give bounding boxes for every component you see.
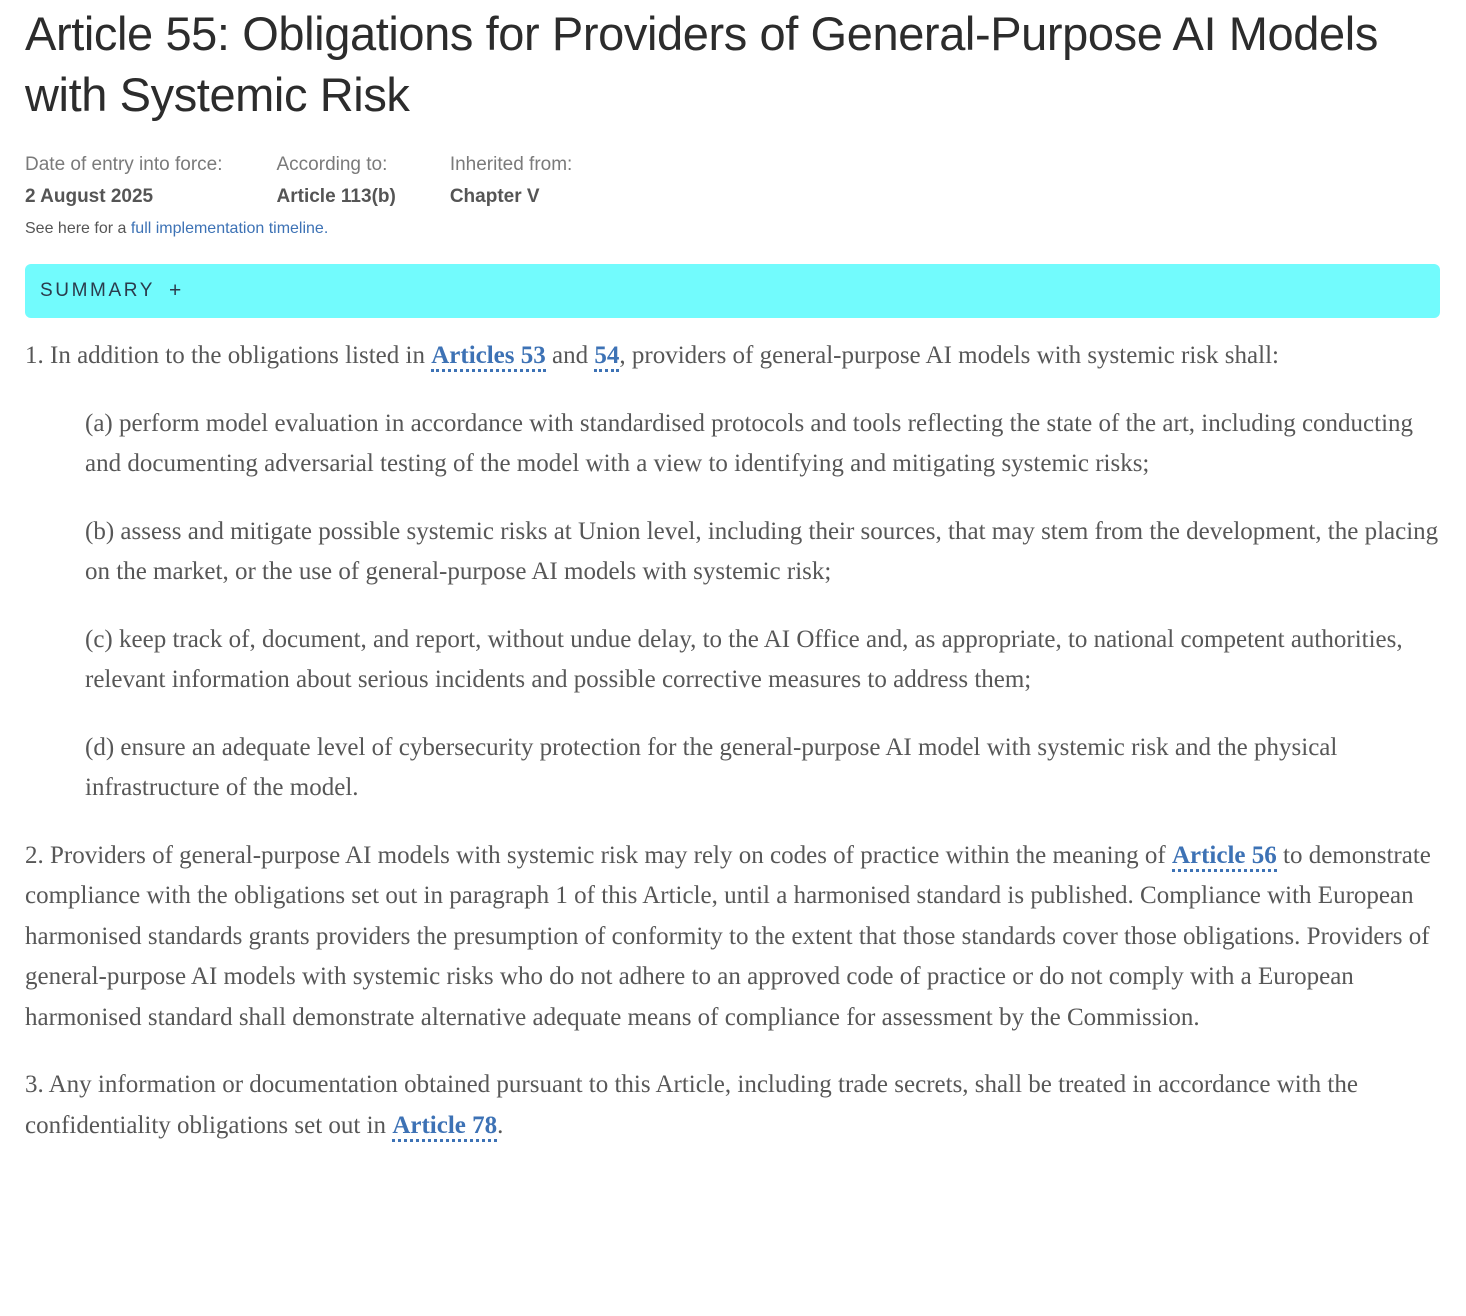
article-body	[25, 336, 1440, 1146]
paragraph-1-item-a: (a) perform model evaluation in accordance with standardised protocols and tools reflecting the state of the art, including conducting and documenting adversarial testing of the model with a view to identifying and mitigating systemic risks;	[85, 409, 1414, 477]
plus-icon: +	[168, 279, 184, 302]
inherited-from	[450, 153, 573, 209]
according-to	[277, 153, 396, 209]
paragraph-3-text: .	[497, 1111, 504, 1139]
paragraph-2-text: to demonstrate compliance with the obligations set out in paragraph 1 of this Article, until a harmonised standard is published. Compliance with European harmonised standards grants providers the presumption of conformity to the extent that those standards cover those obligations. Providers of general-purpose AI models with systemic risks who do not adhere to an approved code of practice or do not comply with a European harmonised standard shall demonstrate alternative adequate means of compliance for assessment by the Commission.	[25, 841, 1431, 1031]
paragraph-1-text: 1. In addition to the obligations listed in	[25, 342, 432, 369]
according-label: According to:	[276, 154, 388, 175]
article-53-link[interactable]: Articles 53	[431, 342, 546, 372]
inherited-label: Inherited from:	[449, 154, 573, 175]
page-title: Article 55: Obligations for Providers of General-Purpose AI Models with Systemic Risk	[25, 7, 1378, 121]
inherited-value: Chapter V	[449, 186, 540, 207]
entry-label: Date of entry into force:	[25, 154, 223, 175]
entry-value: 2 August 2025	[25, 186, 154, 207]
paragraph-1-item-c: (c) keep track of, document, and report, without undue delay, to the AI Office and, as appropriate, to national competent authorities, relevant information about serious incidents and possible corrective measures to address them;	[85, 625, 1403, 693]
paragraph-1	[25, 336, 1440, 377]
according-value: Article 113(b)	[276, 186, 396, 207]
article-56-link[interactable]: Article 56	[1172, 842, 1277, 872]
paragraph-3-text: 3. Any information or documentation obtained pursuant to this Article, including trade secrets, shall be treated in accordance with the confidentiality obligations set out in	[25, 1071, 1358, 1139]
paragraph-1-item-d: (d) ensure an adequate level of cybersecurity protection for the general-purpose AI model with systemic risk and the physical infrastructure of the model.	[85, 733, 1338, 801]
paragraph-1-item-b: (b) assess and mitigate possible systemic risks at Union level, including their sources, that may stem from the development, the placing on the market, or the use of general-purpose AI models with systemic risk;	[85, 517, 1439, 585]
paragraph-2	[25, 836, 1440, 1039]
article-78-link[interactable]: Article 78	[392, 1112, 497, 1142]
timeline-link[interactable]: full implementation timeline.	[130, 220, 329, 237]
article-54-link[interactable]: 54	[594, 342, 619, 372]
timeline-prefix: See here for a	[25, 220, 131, 237]
timeline-note	[25, 219, 1440, 239]
paragraph-2-text: 2. Providers of general-purpose AI models with systemic risk may rely on codes of practice within the meaning of	[25, 841, 1172, 869]
summary-toggle[interactable]	[25, 264, 1440, 318]
article-meta	[25, 153, 1440, 209]
paragraph-1-text: and	[545, 342, 595, 369]
summary-label: SUMMARY	[40, 280, 155, 301]
paragraph-1-text: , providers of general-purpose AI models with systemic risk shall:	[619, 342, 1279, 369]
paragraph-3	[25, 1065, 1440, 1146]
entry-into-force	[25, 153, 223, 209]
